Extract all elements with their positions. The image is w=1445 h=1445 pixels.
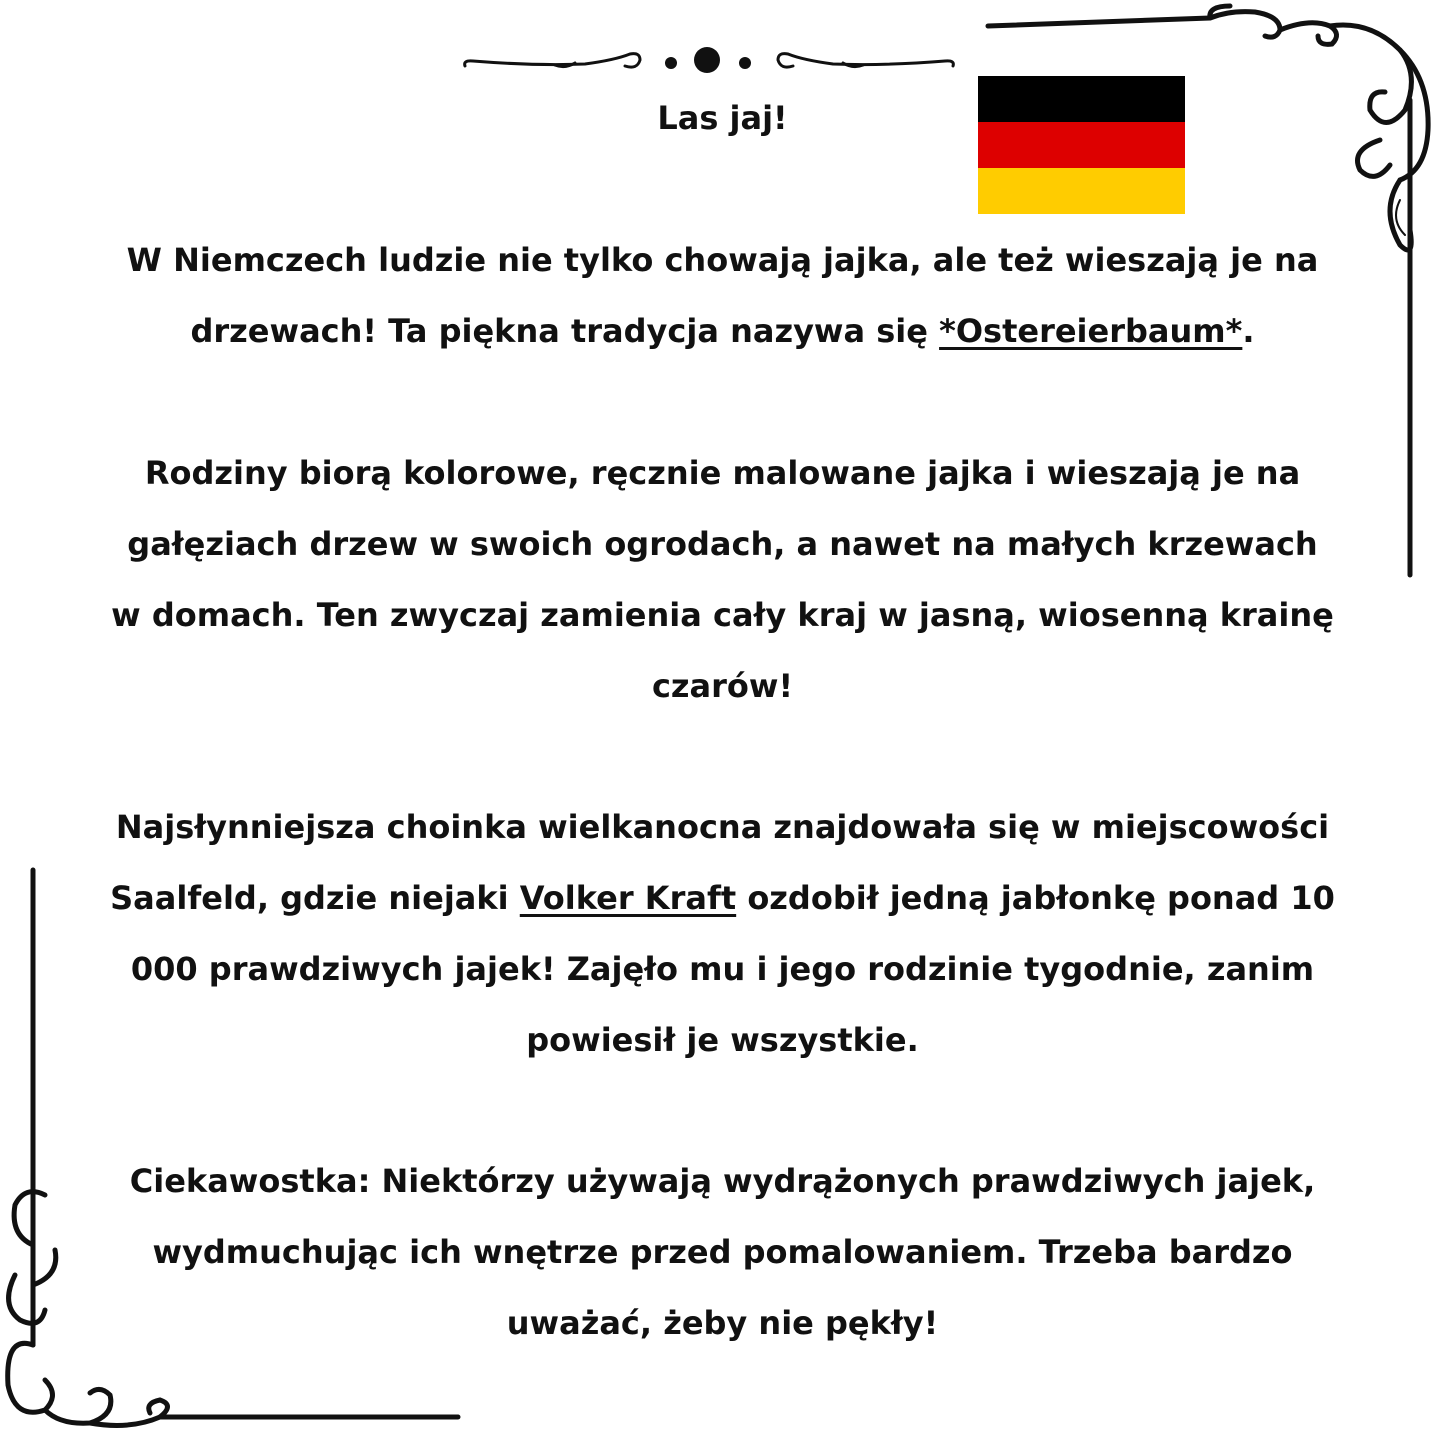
ostereierbaum-link[interactable]: *Ostereierbaum*: [939, 312, 1243, 350]
paragraph-text: ozdobił jedną jabłonkę ponad 10 000 prawdziwych jajek! Zajęło mu i jego rodzinie tygodnie, zanim powiesił je wszystkie.: [130, 879, 1335, 1059]
paragraph-text: Najsłynniejsza choinka wielkanocna znajdowała się w miejscowości Saalfeld, gdzie niejaki: [110, 808, 1330, 917]
paragraph-text: .: [1242, 312, 1255, 350]
flag-stripe-gold: [978, 168, 1185, 214]
paragraph-saalfeld: [110, 792, 1335, 1076]
paragraph-intro: [110, 225, 1335, 367]
scroll-divider-icon: [455, 40, 965, 90]
paragraph-text: W Niemczech ludzie nie tylko chowają jajka, ale też wieszają je na drzewach! Ta piękna tradycja nazywa się: [126, 241, 1319, 350]
paragraph-families: Rodziny biorą kolorowe, ręcznie malowane jajka i wieszają je na gałęziach drzew w swoich ogrodach, a nawet na małych krzewach w domach. Ten zwyczaj zamienia cały kraj w jasną, wiosenną krainę czarów!: [111, 454, 1334, 705]
page-title: Las jaj!: [657, 99, 788, 137]
volker-kraft-link[interactable]: Volker Kraft: [519, 879, 737, 917]
paragraph-fun-fact: Ciekawostka: Niektórzy używają wydrążonych prawdziwych jajek, wydmuchując ich wnętrze przed pomalowaniem. Trzeba bardzo uważać, żeby nie pękły!: [129, 1162, 1316, 1342]
